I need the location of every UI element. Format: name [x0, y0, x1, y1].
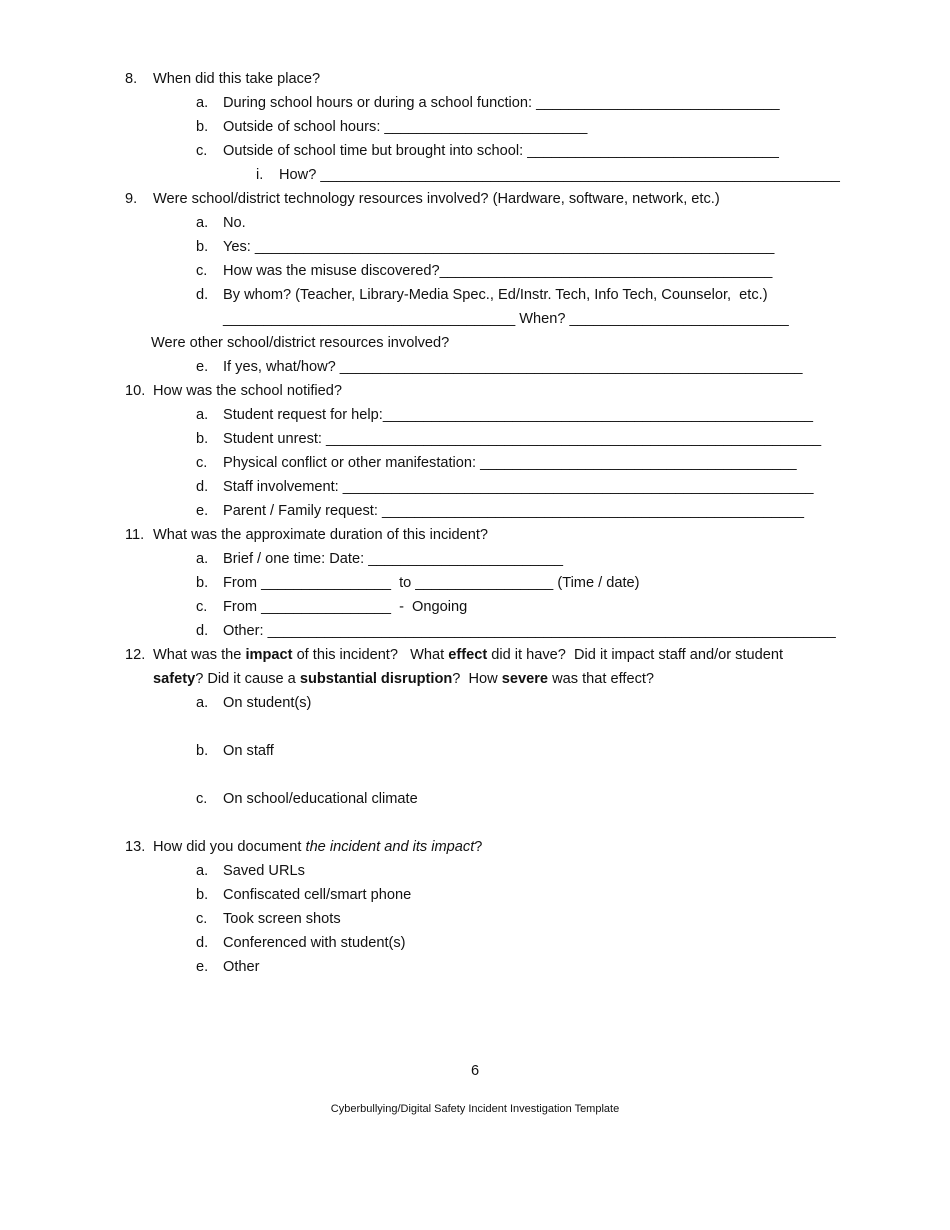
q11-d-label: d. — [196, 623, 209, 639]
q12-impact-bold: impact — [245, 647, 293, 663]
q8-b-label: b. — [196, 119, 209, 135]
q12-text-3: did it have? Did it impact staff and/or student — [487, 647, 784, 663]
q8-a-text: During school hours or during a school function: ______________________________ — [223, 95, 780, 111]
q12-safety-bold: safety — [153, 671, 196, 687]
q10-a-text: Student request for help:_____________________________________________________ — [223, 407, 813, 423]
q11-b-label: b. — [196, 575, 209, 591]
q10-d-text: Staff involvement: __________________________________________________________ — [223, 479, 814, 495]
q13-e-text: Other — [223, 959, 260, 975]
q8-i-label: i. — [256, 167, 264, 183]
q8-c-label: c. — [196, 143, 208, 159]
q13-a-text: Saved URLs — [223, 863, 305, 879]
q9-c-label: c. — [196, 263, 208, 279]
q9-e-label: e. — [196, 359, 209, 375]
q10-c-text: Physical conflict or other manifestation: _______________________________________ — [223, 455, 797, 471]
q13-question — [153, 838, 482, 856]
q11-c-text: From ________________ - Ongoing — [223, 599, 468, 615]
q9-b-text: Yes: ________________________________________________________________ — [223, 239, 775, 255]
q9-d-text: By whom? (Teacher, Library-Media Spec., Ed/Instr. Tech, Info Tech, Counselor, etc.) — [223, 287, 768, 303]
q8-a-label: a. — [196, 95, 209, 111]
q12-c-text: On school/educational climate — [223, 791, 418, 807]
q9-d-label: d. — [196, 287, 209, 303]
q13-c-text: Took screen shots — [223, 911, 341, 927]
q8-c-text: Outside of school time but brought into school: _______________________________ — [223, 143, 779, 159]
q11-a-label: a. — [196, 551, 209, 567]
q12-text-5: ? How — [452, 671, 502, 687]
q13-text-2: ? — [474, 839, 483, 855]
q13-b-text: Confiscated cell/smart phone — [223, 887, 412, 903]
q12-question-line1 — [153, 646, 783, 664]
q11-question: What was the approximate duration of this incident? — [153, 527, 489, 543]
q9-question: Were school/district technology resources involved? (Hardware, software, network, etc.) — [153, 191, 720, 207]
q13-e-label: e. — [196, 959, 209, 975]
q11-a-text: Brief / one time: Date: ________________________ — [223, 551, 563, 567]
q9-other-resources: Were other school/district resources involved? — [151, 335, 450, 351]
q13-italic: the incident and its impact — [305, 839, 475, 855]
q12-text-6: was that effect? — [548, 671, 655, 687]
page-number: 6 — [470, 1063, 480, 1079]
q13-c-label: c. — [196, 911, 208, 927]
q9-e-text: If yes, what/how? _________________________________________________________ — [223, 359, 803, 375]
q12-number: 12. — [125, 647, 146, 663]
q11-b-text: From ________________ to _________________ (Time / date) — [223, 575, 640, 591]
q13-number: 13. — [125, 839, 146, 855]
q10-d-label: d. — [196, 479, 209, 495]
q8-i-text: How? ________________________________________________________________ — [279, 167, 840, 183]
q13-a-label: a. — [196, 863, 209, 879]
q12-b-text: On staff — [223, 743, 274, 759]
q12-text-4: ? Did it cause a — [195, 671, 300, 687]
q9-a-label: a. — [196, 215, 209, 231]
q12-question-line2 — [153, 670, 654, 688]
q9-d-continuation: ____________________________________ When? ___________________________ — [223, 311, 789, 327]
footer-title: Cyberbullying/Digital Safety Incident Investigation Template — [330, 1103, 620, 1115]
q13-d-label: d. — [196, 935, 209, 951]
q12-text-1: What was the — [153, 647, 246, 663]
q9-number: 9. — [125, 191, 138, 207]
q11-d-text: Other: ______________________________________________________________________ — [223, 623, 836, 639]
q10-e-text: Parent / Family request: ____________________________________________________ — [223, 503, 805, 519]
q10-b-text: Student unrest: _____________________________________________________________ — [223, 431, 822, 447]
q9-c-text: How was the misuse discovered?_________________________________________ — [223, 263, 773, 279]
q10-a-label: a. — [196, 407, 209, 423]
q11-c-label: c. — [196, 599, 208, 615]
q10-c-label: c. — [196, 455, 208, 471]
q13-text-1: How did you document — [153, 839, 306, 855]
q13-d-text: Conferenced with student(s) — [223, 935, 406, 951]
q12-effect-bold: effect — [448, 647, 488, 663]
q12-c-label: c. — [196, 791, 208, 807]
q11-number: 11. — [125, 527, 145, 543]
q8-number: 8. — [125, 71, 138, 87]
q10-b-label: b. — [196, 431, 209, 447]
q12-b-label: b. — [196, 743, 209, 759]
q10-number: 10. — [125, 383, 146, 399]
q12-text-2: of this incident? What — [292, 647, 449, 663]
q9-a-text: No. — [223, 215, 246, 231]
q10-e-label: e. — [196, 503, 209, 519]
q10-question: How was the school notified? — [153, 383, 343, 399]
q8-b-text: Outside of school hours: _________________________ — [223, 119, 588, 135]
q8-question: When did this take place? — [153, 71, 321, 87]
q12-severe-bold: severe — [501, 671, 549, 687]
q13-b-label: b. — [196, 887, 209, 903]
q12-a-label: a. — [196, 695, 209, 711]
q12-disruption-bold: substantial disruption — [299, 671, 453, 687]
q9-b-label: b. — [196, 239, 209, 255]
q12-a-text: On student(s) — [223, 695, 312, 711]
